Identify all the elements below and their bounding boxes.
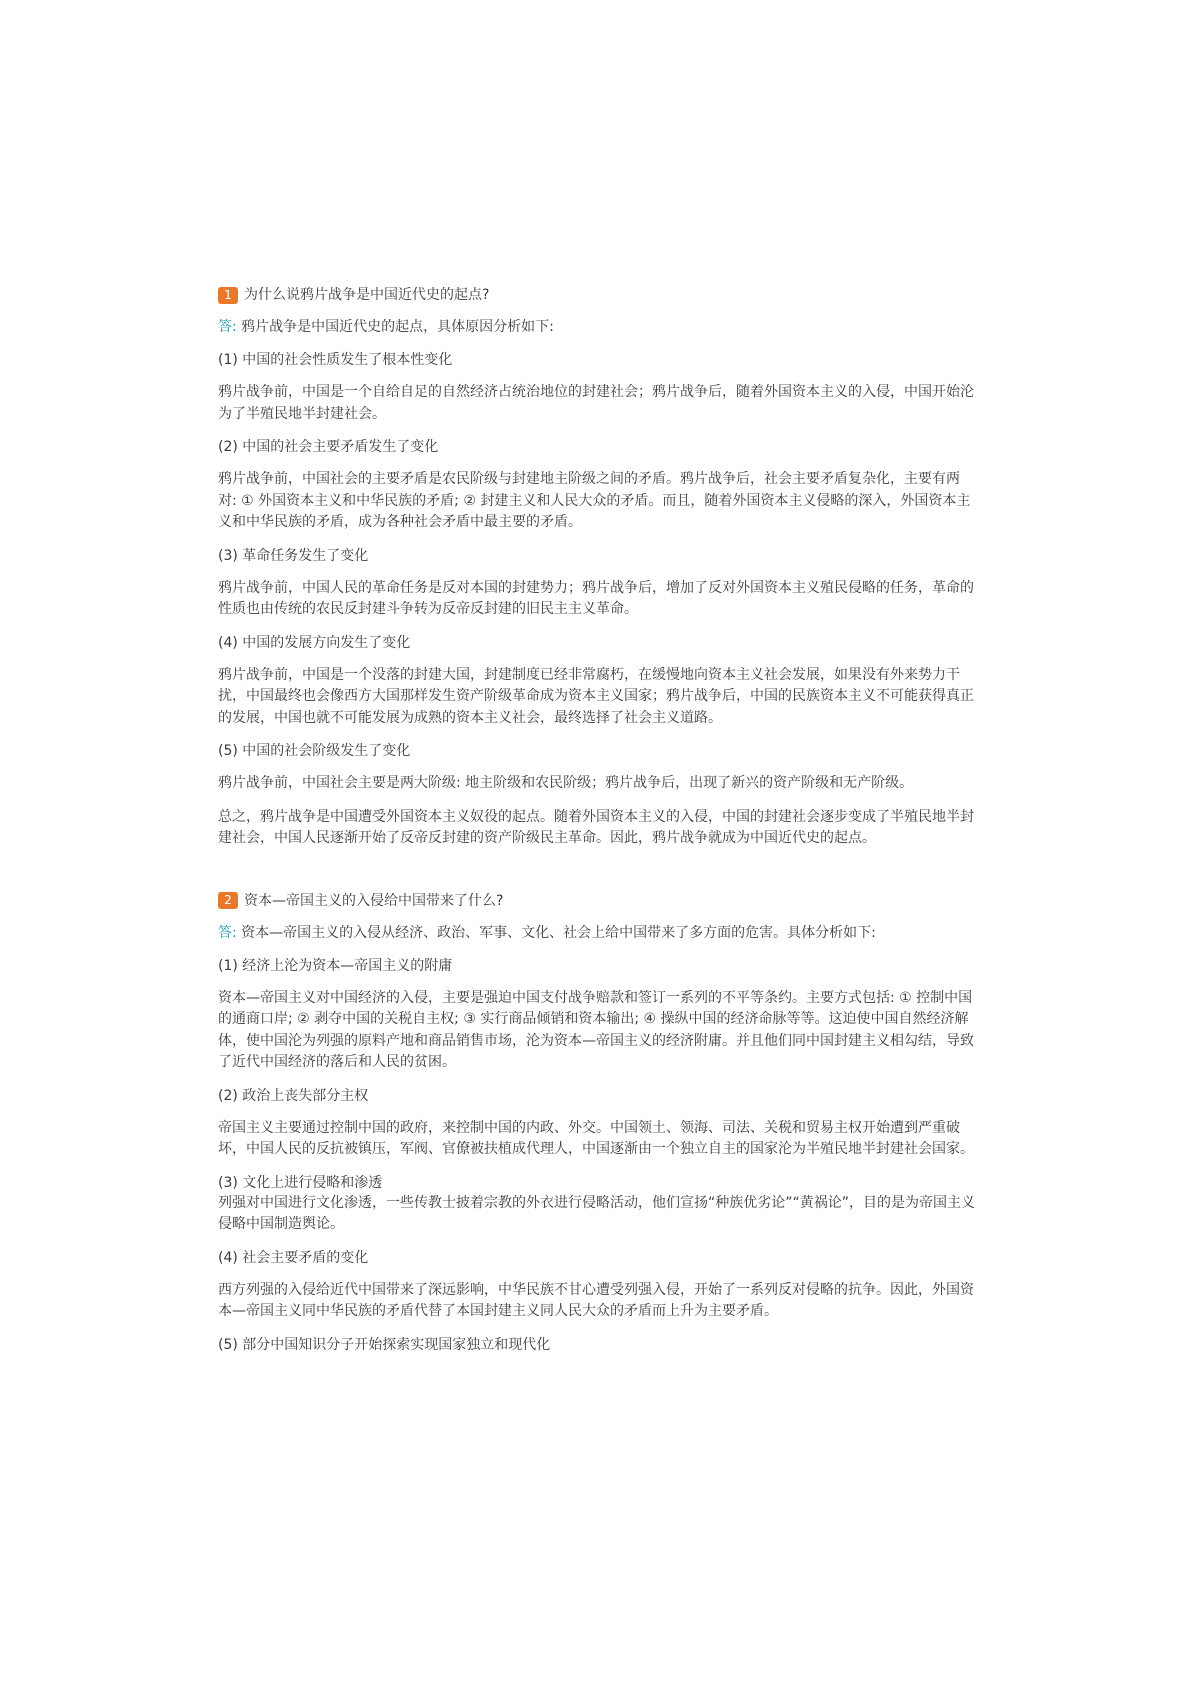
answer-intro-text: 资本—帝国主义的入侵从经济、政治、军事、文化、社会上给中国带来了多方面的危害。具体分析如下: [236,924,876,941]
section-heading: (3) 革命任务发生了变化 [218,547,369,564]
answer-intro [218,317,978,337]
section-body: 资本—帝国主义对中国经济的入侵，主要是强迫中国支付战争赔款和签订一系列的不平等条约。主要方式包括: ① 控制中国的通商口岸; ② 剥夺中国的关税自主权; ③ 实行商品倾销和资本输出; ④ 操纵中国的经济命脉等等。这迫使中国自然经济解体，使中国沦为列强的原料产地和商品销售市场，沦为资本—帝国主义的经济附庸。并且他们同中国封建主义相勾结，导致了近代中国经济的落后和人民的贫困。 [218,989,974,1070]
section-heading: (5) 中国的社会阶级发生了变化 [218,743,411,759]
question-2-heading [218,891,978,911]
section-heading: (4) 中国的发展方向发生了变化 [218,634,411,651]
section-body: 帝国主义主要通过控制中国的政府，来控制中国的内政、外交。中国领土、领海、司法、关税和贸易主权开始遭到严重破坏，中国人民的反抗被镇压，军阀、官僚被扶植成代理人，中国逐渐由一个独立自主的国家沦为半殖民地半封建社会国家。 [218,1119,974,1157]
section-heading: (2) 政治上丧失部分主权 [218,1087,369,1104]
section-heading: (1) 中国的社会性质发生了根本性变化 [218,352,453,368]
section-heading: (5) 部分中国知识分子开始探索实现国家独立和现代化 [218,1336,551,1353]
section-heading: (4) 社会主要矛盾的变化 [218,1249,369,1266]
conclusion-paragraph: 总之，鸦片战争是中国遭受外国资本主义奴役的起点。随着外国资本主义的入侵，中国的封建社会逐步变成了半殖民地半封建社会，中国人民逐渐开始了反帝反封建的资产阶级民主革命。因此，鸦片战争就成为中国近代史的起点。 [218,808,974,846]
answer-label: 答: [218,924,237,941]
section-spacer [218,862,978,891]
section-heading: (3) 文化上进行侵略和渗透 [218,1174,383,1191]
answer-intro [218,923,978,943]
section-body: 鸦片战争前，中国是一个自给自足的自然经济占统治地位的封建社会；鸦片战争后，随着外国资本主义的入侵，中国开始沦为了半殖民地半封建社会。 [218,384,974,422]
question-number-badge: 2 [218,892,238,909]
question-1-heading [218,285,978,305]
answer-label: 答: [218,319,237,335]
question-text: 为什么说鸦片战争是中国近代史的起点? [244,287,490,303]
section-body: 鸦片战争前，中国人民的革命任务是反对本国的封建势力；鸦片战争后，增加了反对外国资本主义殖民侵略的任务，革命的性质也由传统的农民反封建斗争转为反帝反封建的旧民主主义革命。 [218,579,974,617]
section-heading: (1) 经济上沦为资本—帝国主义的附庸 [218,957,453,974]
section-heading: (2) 中国的社会主要矛盾发生了变化 [218,439,439,455]
answer-intro-text: 鸦片战争是中国近代史的起点，具体原因分析如下: [236,319,554,335]
section-body: 列强对中国进行文化渗透，一些传教士披着宗教的外衣进行侵略活动，他们宣扬“种族优劣论”“黄祸论”，目的是为帝国主义侵略中国制造舆论。 [218,1194,976,1232]
section-body: 鸦片战争前，中国社会主要是两大阶级: 地主阶级和农民阶级；鸦片战争后，出现了新兴的资产阶级和无产阶级。 [218,775,914,791]
section-body: 鸦片战争前，中国社会的主要矛盾是农民阶级与封建地主阶级之间的矛盾。鸦片战争后，社会主要矛盾复杂化，主要有两对: ① 外国资本主义和中华民族的矛盾; ② 封建主义和人民大众的矛盾。而且，随着外国资本主义侵略的深入，外国资本主义和中华民族的矛盾，成为各种社会矛盾中最主要的矛盾。 [218,471,971,530]
section-body: 西方列强的入侵给近代中国带来了深远影响，中华民族不甘心遭受列强入侵，开始了一系列反对侵略的抗争。因此，外国资本—帝国主义同中华民族的矛盾代替了本国封建主义同人民大众的矛盾而上升为主要矛盾。 [218,1281,974,1319]
section-body: 鸦片战争前，中国是一个没落的封建大国，封建制度已经非常腐朽，在缓慢地向资本主义社会发展，如果没有外来势力干扰，中国最终也会像西方大国那样发生资产阶级革命成为资本主义国家；鸦片战争后，中国的民族资本主义不可能获得真正的发展，中国也就不可能发展为成熟的资本主义社会，最终选择了社会主义道路。 [218,666,974,726]
question-number-badge: 1 [218,287,238,304]
document-content [218,285,978,1367]
question-text: 资本—帝国主义的入侵给中国带来了什么? [244,892,504,909]
